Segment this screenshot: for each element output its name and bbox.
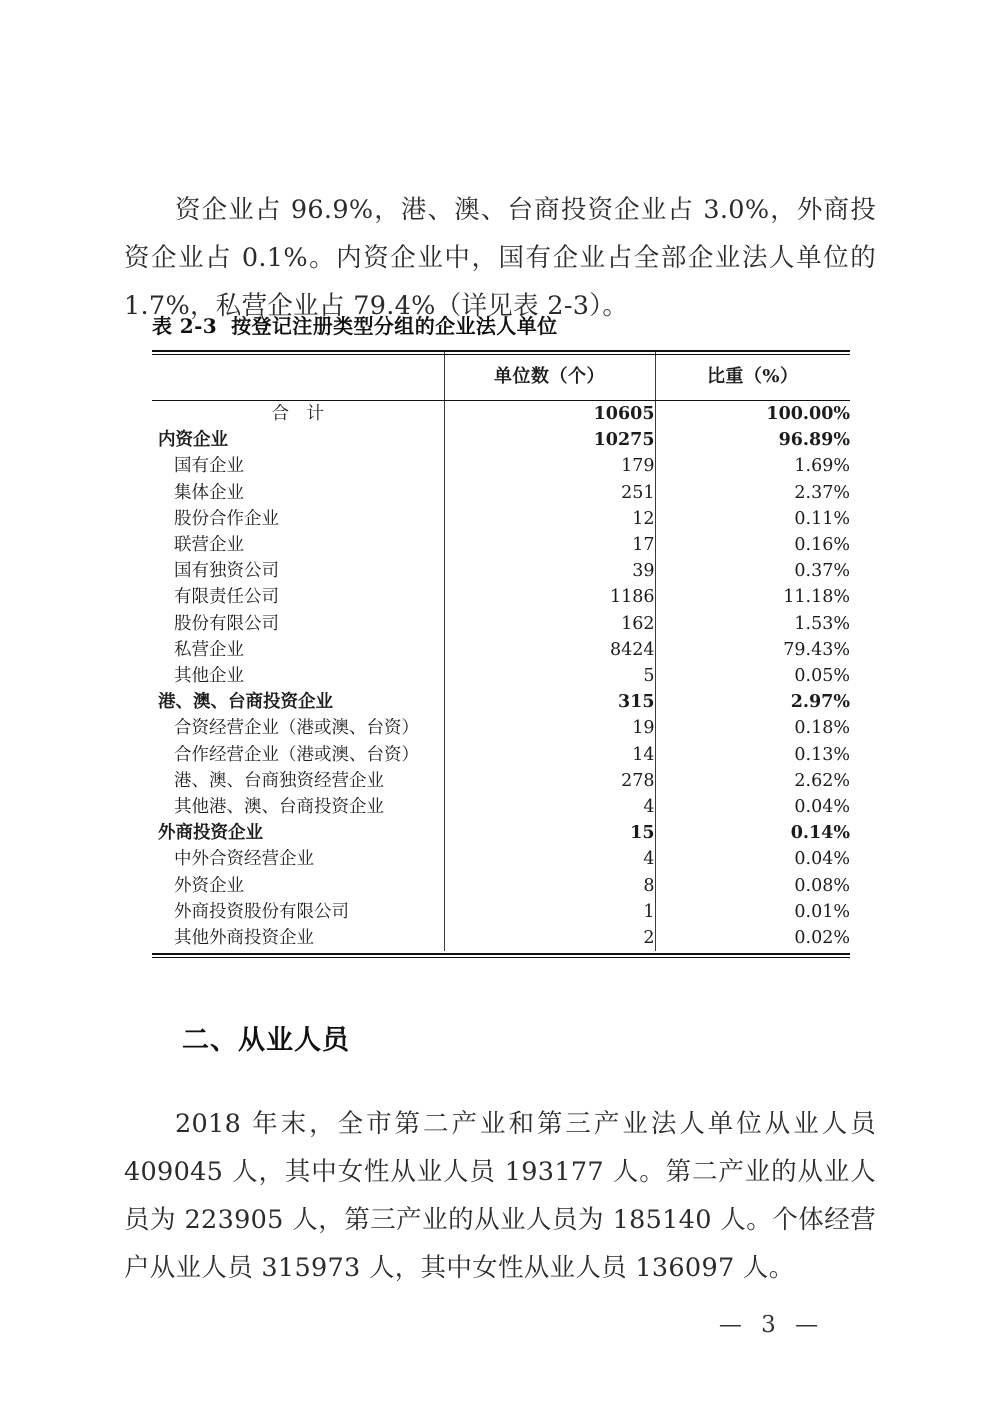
- cell-percentage: 79.43%: [655, 637, 850, 663]
- cell-category-name: 有限责任公司: [174, 587, 279, 608]
- table-title-text: 按登记注册类型分组的企业法人单位: [231, 314, 558, 338]
- cell-percentage: 2.37%: [655, 480, 850, 506]
- paragraph-top: 资企业占 96.9%，港、澳、台商投资企业占 3.0%，外商投资企业占 0.1%。内资企业中，国有企业占全部企业法人单位的 1.7%，私营企业占 79.4%（详见表 2-3）。: [124, 194, 876, 321]
- cell-percentage: 2.97%: [655, 689, 850, 715]
- cell-unit-count: 10275: [444, 427, 655, 453]
- cell-unit-count: 10605: [444, 401, 655, 428]
- cell-category-name: 联营企业: [174, 535, 244, 556]
- table-header-row: [152, 350, 850, 401]
- cell-unit-count: 179: [444, 453, 655, 479]
- cell-percentage: 1.69%: [655, 453, 850, 479]
- cell-percentage: 0.37%: [655, 558, 850, 584]
- column-header-name: [152, 350, 444, 401]
- statistics-table: [152, 350, 850, 951]
- page-number: — 3 —: [718, 1312, 825, 1338]
- table-row: [152, 453, 850, 479]
- column-header-count: 单位数（个）: [444, 350, 655, 401]
- cell-percentage: 0.13%: [655, 742, 850, 768]
- cell-unit-count: 8424: [444, 637, 655, 663]
- cell-percentage: 0.04%: [655, 794, 850, 820]
- cell-category-name: 港、澳、台商投资企业: [158, 692, 333, 713]
- cell-percentage: 0.04%: [655, 846, 850, 872]
- cell-category-name: 国有独资公司: [174, 561, 279, 582]
- cell-category-name: 外商投资股份有限公司: [174, 901, 349, 922]
- cell-category-name: 股份有限公司: [174, 613, 279, 634]
- table-row: [152, 899, 850, 925]
- cell-percentage: 1.53%: [655, 611, 850, 637]
- cell-unit-count: 19: [444, 715, 655, 741]
- column-header-pct: 比重（%）: [655, 350, 850, 401]
- table-row: [152, 611, 850, 637]
- table-top-rule: [152, 350, 850, 355]
- cell-category-name: 内资企业: [158, 430, 228, 451]
- cell-unit-count: 2: [444, 925, 655, 951]
- table-bottom-rule: [152, 953, 850, 958]
- table-row: [152, 506, 850, 532]
- cell-unit-count: 4: [444, 846, 655, 872]
- cell-percentage: 0.11%: [655, 506, 850, 532]
- cell-category-name: 国有企业: [174, 456, 244, 477]
- cell-unit-count: 1186: [444, 584, 655, 610]
- cell-unit-count: 4: [444, 794, 655, 820]
- cell-percentage: 2.62%: [655, 768, 850, 794]
- paragraph-bottom: 2018 年末，全市第二产业和第三产业法人单位从业人员 409045 人，其中女性从业人员 193177 人。第二产业的从业人员为 223905 人，第三产业的从业人员为 185140 人。个体经营户从业人员 315973 人，其中女性从业人员 136097 人。: [124, 1108, 876, 1283]
- cell-unit-count: 17: [444, 532, 655, 558]
- cell-unit-count: 5: [444, 663, 655, 689]
- cell-category-name: 集体企业: [174, 482, 244, 503]
- table-caption: [152, 310, 852, 339]
- cell-unit-count: 315: [444, 689, 655, 715]
- cell-unit-count: 39: [444, 558, 655, 584]
- cell-category-name: 其他企业: [174, 666, 244, 687]
- table-row: [152, 742, 850, 768]
- statistics-table-container: [152, 350, 850, 951]
- table-row: [152, 584, 850, 610]
- table-row: [152, 637, 850, 663]
- table-row: [152, 427, 850, 453]
- cell-category-name: 中外合资经营企业: [174, 849, 314, 870]
- cell-unit-count: 278: [444, 768, 655, 794]
- cell-percentage: 0.02%: [655, 925, 850, 951]
- table-row: [152, 820, 850, 846]
- cell-unit-count: 15: [444, 820, 655, 846]
- cell-percentage: 0.08%: [655, 873, 850, 899]
- table-row: [152, 558, 850, 584]
- table-row: [152, 715, 850, 741]
- cell-category-name: 合 计: [271, 404, 324, 424]
- page-footer: [0, 1312, 998, 1338]
- cell-category-name: 其他外商投资企业: [174, 928, 314, 949]
- table-row: [152, 532, 850, 558]
- cell-percentage: 0.05%: [655, 663, 850, 689]
- cell-unit-count: 1: [444, 899, 655, 925]
- table-header: [152, 350, 850, 401]
- cell-unit-count: 12: [444, 506, 655, 532]
- cell-percentage: 96.89%: [655, 427, 850, 453]
- cell-unit-count: 14: [444, 742, 655, 768]
- section-heading-employees: 二、从业人员: [182, 1025, 350, 1056]
- cell-category-name: 股份合作企业: [174, 508, 279, 529]
- cell-percentage: 0.14%: [655, 820, 850, 846]
- table-row: [152, 689, 850, 715]
- table-row: [152, 873, 850, 899]
- table-row: [152, 846, 850, 872]
- table-row: [152, 401, 850, 428]
- cell-category-name: 外资企业: [174, 875, 244, 896]
- cell-percentage: 100.00%: [655, 401, 850, 428]
- cell-category-name: 外商投资企业: [158, 823, 263, 844]
- table-row: [152, 925, 850, 951]
- table-body: [152, 401, 850, 952]
- cell-unit-count: 8: [444, 873, 655, 899]
- table-row: [152, 794, 850, 820]
- cell-percentage: 0.16%: [655, 532, 850, 558]
- cell-percentage: 0.01%: [655, 899, 850, 925]
- cell-category-name: 其他港、澳、台商投资企业: [174, 797, 384, 818]
- table-number: 表 2-3: [152, 314, 218, 338]
- table-row: [152, 663, 850, 689]
- cell-percentage: 11.18%: [655, 584, 850, 610]
- table-row: [152, 480, 850, 506]
- cell-percentage: 0.18%: [655, 715, 850, 741]
- cell-category-name: 私营企业: [174, 639, 244, 660]
- cell-unit-count: 162: [444, 611, 655, 637]
- cell-category-name: 合资经营企业（港或澳、台资）: [174, 718, 419, 739]
- table-row: [152, 768, 850, 794]
- cell-category-name: 港、澳、台商独资经营企业: [174, 770, 384, 791]
- cell-category-name: 合作经营企业（港或澳、台资）: [174, 744, 419, 765]
- cell-unit-count: 251: [444, 480, 655, 506]
